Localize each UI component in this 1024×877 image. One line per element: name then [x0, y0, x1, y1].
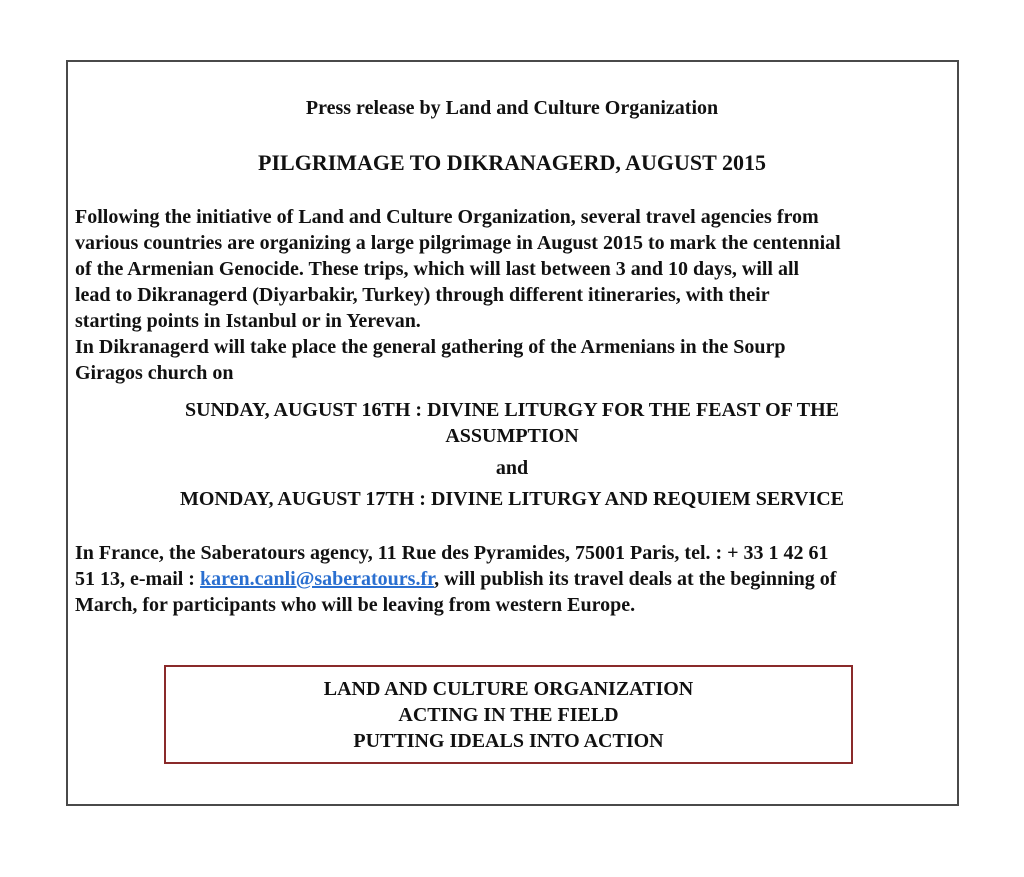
intro-line: Following the initiative of Land and Culture Organization, several travel agencies from	[75, 206, 819, 228]
email-link[interactable]: karen.canli@saberatours.fr	[199, 568, 435, 590]
event-monday: MONDAY, AUGUST 17TH : DIVINE LITURGY AND REQUIEM SERVICE	[179, 488, 845, 510]
motto-line: PUTTING IDEALS INTO ACTION	[353, 730, 664, 752]
page-title: PILGRIMAGE TO DIKRANAGERD, AUGUST 2015	[258, 150, 766, 175]
publisher-line: Press release by Land and Culture Organization	[305, 97, 719, 119]
intro-line: starting points in Istanbul or in Yerevan.	[75, 310, 421, 332]
motto-line: LAND AND CULTURE ORGANIZATION	[323, 678, 694, 700]
contact-line	[75, 566, 836, 592]
intro-line: of the Armenian Genocide. These trips, which will last between 3 and 10 days, will all	[75, 258, 800, 280]
contact-line: In France, the Saberatours agency, 11 Rue des Pyramides, 75001 Paris, tel. : + 33 1 42 61	[75, 542, 829, 564]
motto-line: ACTING IN THE FIELD	[398, 704, 619, 726]
intro-line: various countries are organizing a large pilgrimage in August 2015 to mark the centennial	[75, 232, 841, 254]
contact-line: March, for participants who will be leaving from western Europe.	[75, 594, 636, 616]
intro-line: In Dikranagerd will take place the general gathering of the Armenians in the Sourp	[75, 336, 786, 358]
contact-text: 51 13, e-mail :	[75, 568, 200, 590]
event-sunday-line: ASSUMPTION	[445, 425, 579, 447]
contact-text: , will publish its travel deals at the beginning of	[434, 568, 837, 590]
intro-line: Giragos church on	[75, 362, 234, 384]
conjunction-and: and	[495, 457, 529, 479]
event-sunday-line: SUNDAY, AUGUST 16TH : DIVINE LITURGY FOR THE FEAST OF THE	[184, 399, 840, 421]
intro-line: lead to Dikranagerd (Diyarbakir, Turkey) through different itineraries, with their	[75, 284, 770, 306]
